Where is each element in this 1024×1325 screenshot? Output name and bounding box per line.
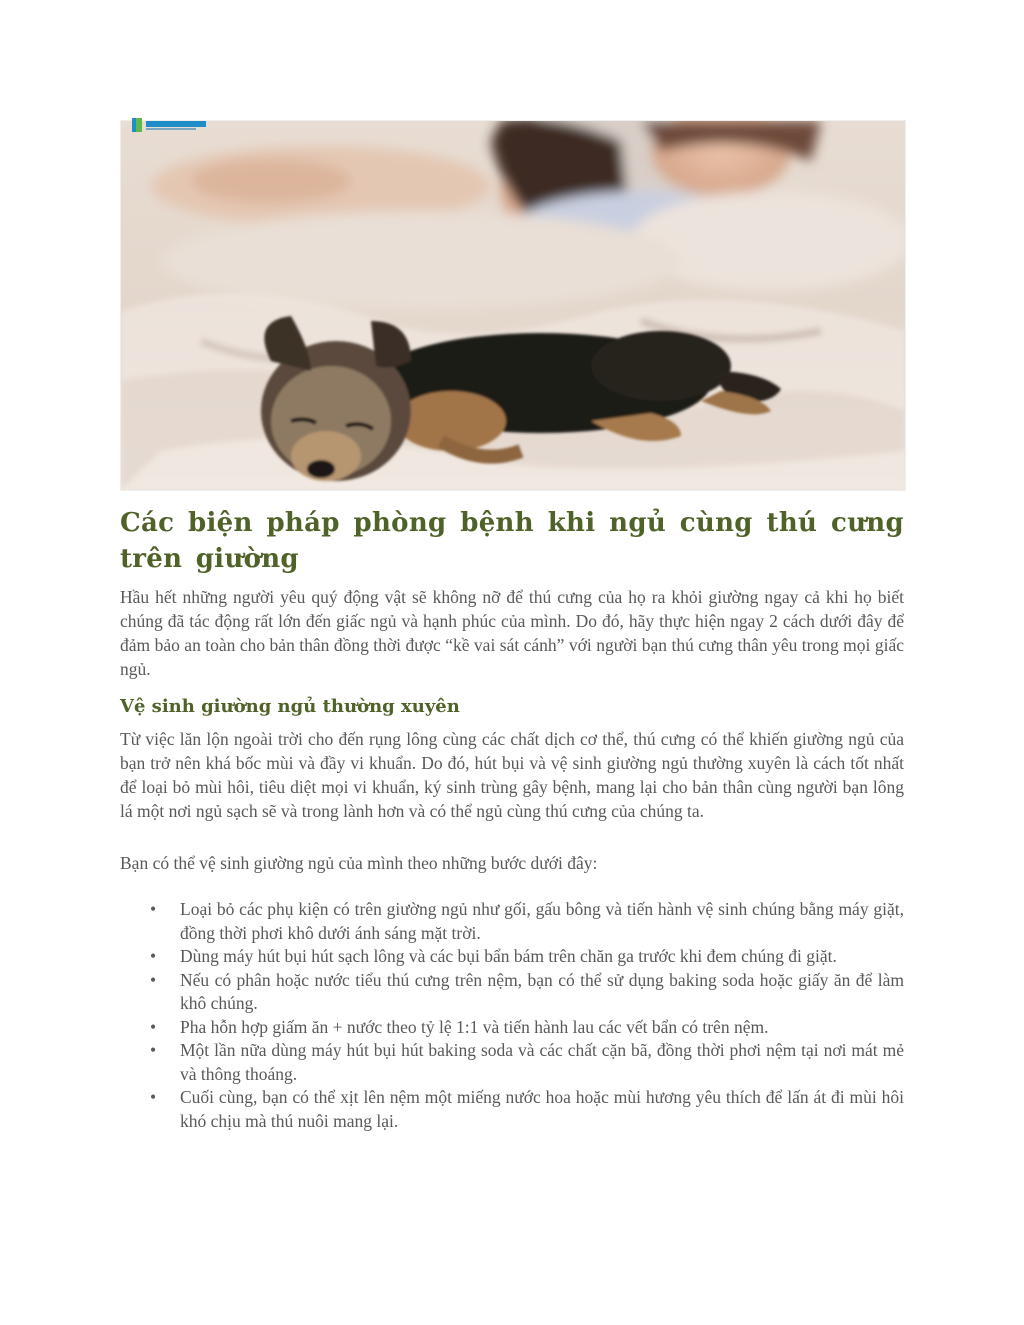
list-item: • Một lần nữa dùng máy hút bụi hút baking soda và các chất cặn bã, đồng thời phơi nệm tại nơi mát mẻ và thông thoáng.: [120, 1039, 904, 1086]
list-item: • Dùng máy hút bụi hút sạch lông và các bụi bẩn bám trên chăn ga trước khi đem chúng đi giặt.: [120, 945, 904, 969]
section-body-paragraph: Từ việc lăn lộn ngoài trời cho đến rụng lông cùng các chất dịch cơ thể, thú cưng có thể khiến giường ngủ của bạn trở nên khá bốc mùi và đầy vi khuẩn. Do đó, hút bụi và vệ sinh giường ngủ thường xuyên là cách tốt nhất để loại bỏ mùi hôi, tiêu diệt mọi vi khuẩn, ký sinh trùng gây bệnh, mang lại cho bản thân cùng người bạn lông lá một nơi ngủ sạch sẽ và trong lành hơn và có thể ngủ cùng thú cưng của chúng ta.: [120, 729, 904, 821]
list-item: • Pha hỗn hợp giấm ăn + nước theo tỷ lệ 1:1 và tiến hành lau các vết bẩn có trên nệm.: [120, 1016, 904, 1040]
article-title: Các biện pháp phòng bệnh khi ngủ cùng thú cưng trên giường: [120, 508, 904, 574]
hero-photo-dog-sleeping-on-bed: [120, 120, 906, 491]
section-heading: Vệ sinh giường ngủ thường xuyên: [120, 696, 460, 717]
list-item: • Nếu có phân hoặc nước tiểu thú cưng trên nệm, bạn có thể sử dụng baking soda hoặc giấy ăn để làm khô chúng.: [120, 969, 904, 1016]
steps-intro-paragraph: Bạn có thể vệ sinh giường ngủ của mình theo những bước dưới đây:: [120, 853, 598, 873]
hero-photo: [121, 121, 905, 490]
list-item: • Cuối cùng, bạn có thể xịt lên nệm một miếng nước hoa hoặc mùi hương yêu thích để lấn át đi mùi hôi khó chịu mà thú nuôi mang lại.: [120, 1086, 904, 1133]
cleaning-steps-list: [120, 898, 904, 1133]
list-item: • Loại bỏ các phụ kiện có trên giường ngủ như gối, gấu bông và tiến hành vệ sinh chúng bằng máy giặt, đồng thời phơi khô dưới ánh sáng mặt trời.: [120, 898, 904, 945]
brand-logo: [132, 118, 242, 132]
intro-paragraph: Hầu hết những người yêu quý động vật sẽ không nỡ để thú cưng của họ ra khỏi giường ngay cả khi họ biết chúng đã tác động rất lớn đến giấc ngủ và hạnh phúc của mình. Do đó, hãy thực hiện ngay 2 cách dưới đây để đảm bảo an toàn cho bản thân đồng thời được “kề vai sát cánh” với người bạn thú cưng thân yêu trong mọi giấc ngủ.: [120, 587, 904, 679]
